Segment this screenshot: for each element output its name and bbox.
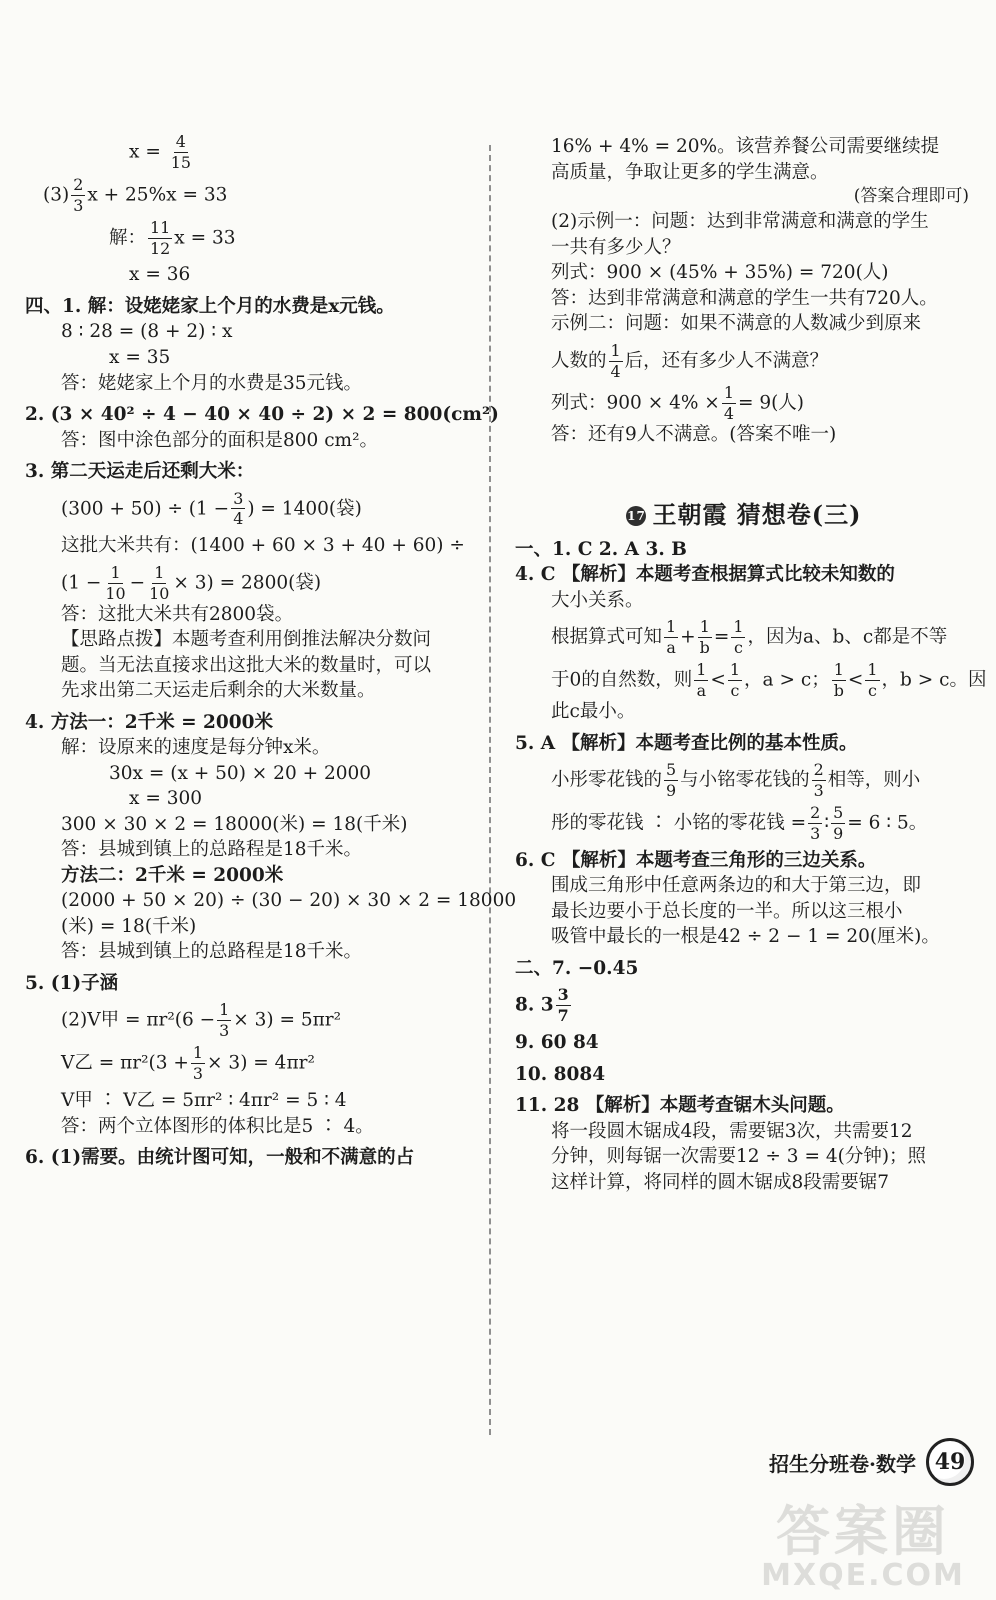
s-line-11: 围成三角形中任意两条边的和大于第三边，即: [551, 875, 922, 897]
q4-1-proportion: 8 ∶ 28 = (8 + 2) ∶ x: [61, 321, 233, 343]
eq-x-4-15: [129, 134, 465, 171]
q3-tip-1: 【思路点拨】本题考查利用倒推法解决分数问: [61, 629, 432, 651]
q4-setup: 解：设原来的速度是每分钟x米。: [61, 737, 331, 759]
s-line-6: 此c最小。: [551, 701, 636, 723]
question-3-heading: 3. 第二天运走后还剩大米：: [25, 461, 255, 483]
s-line-21: 这样计算，将同样的圆木锯成8段需要锯7: [551, 1171, 890, 1193]
page-footer: [769, 1438, 974, 1486]
s-line-20: 分钟，则每锯一次需要12 ÷ 3 = 4(分钟)；照: [551, 1146, 927, 1168]
question-5-part-1: 5. (1)子涵: [25, 972, 119, 994]
question-2: 2. (3 × 40² ÷ 4 − 40 × 40 ÷ 2) × 2 = 800(cm²): [25, 404, 499, 426]
question-4-method-1: 4. 方法一：2千米 = 2000米: [25, 711, 273, 733]
watermark-top: 答案圈: [776, 1500, 950, 1563]
q3-equation-1: (300 + 50) ÷ (1 − $\frac{3}{4}$ ) = 1400(袋): [61, 488, 362, 529]
r-line-3: (答案合理即可): [853, 186, 969, 207]
s-line-7: 5. A 【解析】本题考查比例的基本性质。: [515, 732, 858, 754]
q4-distance: 300 × 30 × 2 = 18000(米) = 18(千米): [61, 813, 408, 835]
page-number-badge: [926, 1438, 974, 1486]
watermark: [758, 1500, 968, 1593]
fraction: $\frac{4}{15}$: [170, 132, 191, 172]
watermark-bottom: MXQE.COM: [761, 1558, 965, 1593]
section-title: [515, 498, 973, 531]
column-divider: [489, 145, 491, 1435]
s-line-1: 一、1. C 2. A 3. B: [515, 538, 687, 560]
s-line-4: 根据算式可知 $\frac{1}{a}$ + $\frac{1}{b}$ = $\frac{1}{c}$ ，因为a、b、c都是不等: [551, 617, 948, 658]
s-line-17: 10. 8084: [515, 1063, 606, 1085]
q4-1-answer: 答：姥姥家上个月的水费是35元钱。: [61, 372, 363, 394]
q3-equation-3: (1 − $\frac{1}{10}$ − $\frac{1}{10}$ × 3) = 2800(袋): [61, 562, 322, 603]
section-title-text: 王朝霞 猜想卷(三): [652, 499, 862, 529]
s-line-3: 大小关系。: [551, 589, 644, 611]
section-number-icon: 17: [626, 506, 646, 526]
s-line-13: 吸管中最长的一根是42 ÷ 2 − 1 = 20(厘米)。: [551, 926, 940, 948]
q4-answer-1: 答：县城到镇上的总路程是18千米。: [61, 839, 363, 861]
s-line-9: 彤的零花钱 ∶ 小铭的零花钱 = $\frac{2}{3}$ ∶ $\frac{5}{9}$ = 6 ∶ 5。: [551, 802, 928, 843]
eq-lhs: x =: [129, 141, 161, 163]
r-line-1: 16% + 4% = 20%。该营养餐公司需要继续提: [551, 136, 940, 157]
q4-answer-2: 答：县城到镇上的总路程是18千米。: [61, 941, 363, 963]
s-line-15: 8. 3 $\frac{3}{7}$: [515, 985, 569, 1026]
q4-1-result: x = 35: [109, 346, 171, 368]
q5-answer: 答：两个立体图形的体积比是5 ∶ 4。: [61, 1115, 374, 1137]
r-line-4: (2)示例一：问题：达到非常满意和满意的学生: [551, 211, 929, 233]
q4-method-2-result: (米) = 18(千米): [61, 915, 197, 937]
part-3-solution: 解： $\frac{11}{12}$ x = 33: [109, 217, 236, 258]
r-line-5: 一共有多少人？: [551, 236, 681, 258]
q5-volume-a: (2)V甲 = πr²(6 − $\frac{1}{3}$ × 3) = 5πr²: [61, 1000, 342, 1041]
question-4-method-2: 方法二：2千米 = 2000米: [61, 864, 284, 886]
question-4-1-heading: 四、1. 解：设姥姥家上个月的水费是x元钱。: [25, 295, 395, 317]
r-line-10: 列式：900 × 4% × $\frac{1}{4}$ = 9(人): [551, 383, 805, 424]
q3-tip-3: 先求出第二天运走后剩余的大米数量。: [61, 680, 376, 702]
right-column: [515, 134, 987, 1195]
question-6-part-1: 6. (1)需要。由统计图可知，一般和不满意的占: [25, 1147, 415, 1169]
s-line-18: 11. 28 【解析】本题考查锯木头问题。: [515, 1095, 845, 1117]
q4-equation: 30x = (x + 50) × 20 + 2000: [109, 762, 372, 784]
r-line-6: 列式：900 × (45% + 35%) = 720(人): [551, 262, 889, 284]
s-line-10: 6. C 【解析】本题考查三角形的三边关系。: [515, 849, 877, 871]
footer-subject: 招生分班卷·数学: [769, 1451, 916, 1476]
q2-answer: 答：图中涂色部分的面积是800 cm²。: [61, 429, 379, 451]
r-line-9: 人数的 $\frac{1}{4}$ 后，还有多少人不满意？: [551, 340, 829, 381]
q4-method-2-equation: (2000 + 50 × 20) ÷ (30 − 20) × 30 × 2 = 18000: [61, 890, 517, 912]
page-number: 49: [934, 1449, 966, 1475]
q3-answer: 答：这批大米共有2800袋。: [61, 603, 294, 625]
r-line-8: 示例二：问题：如果不满意的人数减少到原来: [551, 313, 922, 335]
s-line-5: 于0的自然数，则 $\frac{1}{a}$ < $\frac{1}{c}$ ，a > c； $\frac{1}{b}$ < $\frac{1}{c}$ ，b > c。因: [551, 660, 987, 701]
s-line-8: 小彤零花钱的 $\frac{5}{9}$ 与小铭零花钱的 $\frac{2}{3}$ 相等，则小: [551, 760, 921, 800]
s-line-19: 将一段圆木锯成4段，需要锯3次，共需要12: [551, 1120, 913, 1142]
q3-equation-2: 这批大米共有：(1400 + 60 × 3 + 40 + 60) ÷: [61, 535, 465, 557]
s-line-16: 9. 60 84: [515, 1032, 599, 1054]
q5-ratio: V甲 ∶ V乙 = 5πr² ∶ 4πr² = 5 ∶ 4: [61, 1090, 347, 1112]
q5-volume-b: V乙 = πr²(3 + $\frac{1}{3}$ × 3) = 4πr²: [61, 1043, 315, 1084]
q4-result: x = 300: [129, 788, 203, 810]
s-line-2: 4. C 【解析】本题考查根据算式比较未知数的: [515, 564, 895, 586]
left-column: [25, 132, 517, 1171]
s-line-12: 最长边要小于总长度的一半。所以这三根小: [551, 900, 903, 922]
part-3-equation: (3) $\frac{2}{3}$ x + 25%x = 33: [43, 174, 228, 215]
s-line-14: 二、7. −0.45: [515, 957, 639, 979]
r-line-7: 答：达到非常满意和满意的学生一共有720人。: [551, 287, 938, 309]
r-line-2: 高质量，争取让更多的学生满意。: [551, 161, 829, 183]
part-3-answer: x = 36: [129, 264, 191, 286]
r-line-11: 答：还有9人不满意。(答案不唯一): [551, 424, 837, 446]
q3-tip-2: 题。当无法直接求出这批大米的数量时，可以: [61, 654, 432, 676]
